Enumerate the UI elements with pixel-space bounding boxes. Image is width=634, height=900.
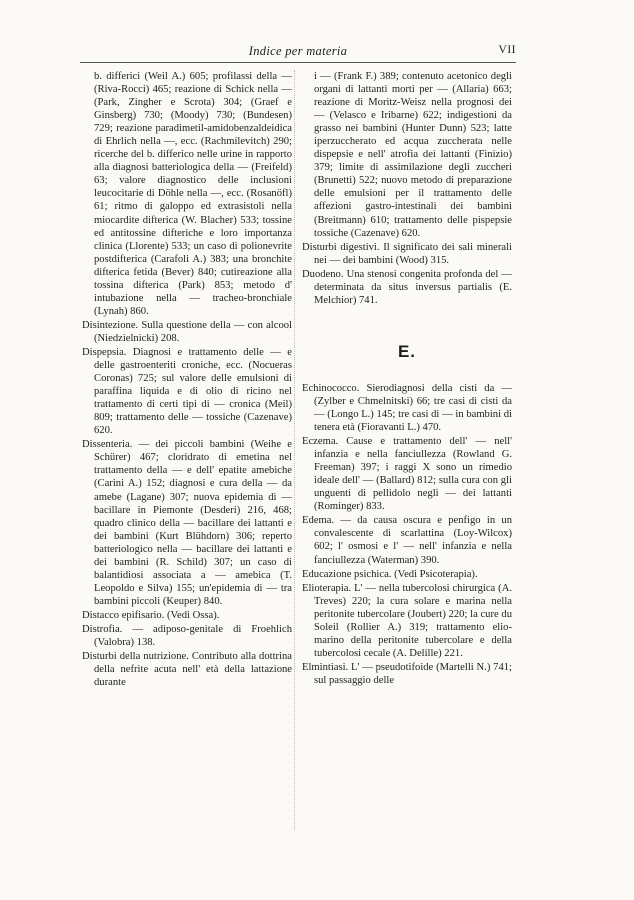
- index-entry: Disintezione. Sulla questione della — con alcool (Niedzielnicki) 208.: [82, 319, 292, 344]
- right-column-top: [302, 70, 512, 307]
- index-entry: Dispepsia. Diagnosi e trattamento delle — e delle gastroenteriti croniche, ecc. (Nocueras Coronas) 725; sul valore delle emulsioni di paraffina liquida e di olio di ricino nel trattamento di certi tipi di — cronica (Meil) 809; trattamento delle — tossiche (Cazenave) 620.: [82, 346, 292, 437]
- section-letter: E.: [397, 341, 417, 361]
- page-number: VII: [498, 44, 516, 56]
- index-entry: Edema. — da causa oscura e penfigo in un convalescente di scarlattina (Loy-Wilcox) 602; l' osmosi e l' — nell' infanzia e nella fanciullezza (Waterman) 390.: [302, 515, 512, 566]
- right-column-bottom: [302, 382, 512, 687]
- index-entry: Duodeno. Una stenosi congenita profonda del — determinata da situs inversus partialis (E. Melchior) 741.: [302, 268, 512, 306]
- left-column: [82, 70, 292, 690]
- index-entry: Elioterapia. L' — nella tubercolosi chirurgica (A. Treves) 220; la cura solare e marina nella peritonite tubercolare (Joubert) 220; la cure du Soleil (Rollier A.) 319; trattamento elio-marino della peritonite tubercolare e della tubercolosi cecale (A. Delille) 221.: [302, 582, 512, 659]
- index-entry: i — (Frank F.) 389; contenuto acetonico degli organi di lattanti morti per — (Allaria) 663; reazione di Moritz-Weisz nella prognosi dei — (Velasco e Iribarne) 622; indigestioni da grasso nei bambini (Hunter Dunn) 523; latte iperzuccherato ed acqua zuccherata nelle dispepsie e nell' atrofia dei lattanti (Finizio) 379; limite di assimilazione degli zuccheri (Brunetti) 522; nuovo metodo di preparazione delle emulsioni per il trattamento delle affezioni gastro-intestinali dei bambini (Breitmann) 610; trattamento delle pispepsie tossiche (Cazenave) 620.: [314, 71, 512, 239]
- running-header: [80, 44, 516, 64]
- right-column: [302, 70, 512, 688]
- header-rule: [80, 62, 516, 63]
- index-entry: Disturbi della nutrizione. Contributo alla dottrina della nefrite acuta nell' età della lattazione durante: [82, 651, 292, 689]
- index-entry: b. differici (Weil A.) 605; profilassi della — (Riva-Rocci) 465; reazione di Schick nella — (Park, Zingher e Scrota) 304; (Graef e Ginsberg) 730; (Moody) 730; (Bundesen) 729; reazione paradimetil-amidobenzaldeidica di Ehrlich nella —, ecc. (Rachmilevitch) 290; ricerche del b. differico nelle urine in rapporto alla diagnosi batteriologica della — (Freifeld) 63; valore diagnostico delle inclusioni leucocitarie di Döhle nella —, ecc. (Rosanöfl) 61; ritmo di galoppo ed extrasistoli nella miocardite difterica (W. Blacher) 533; tossine ed antitossine difteriche e loro importanza clinica (Llorente) 533; un caso di polionevrite postdifterica (Carafoli A.) 383; una bronchite difterica fetida (Bever) 840; cutireazione alla tossina difterica (Park) 853; metodo d' intubazione nella — tracheo-bronchiale (Lynah) 860.: [94, 71, 292, 317]
- index-entry: Dissenteria. — dei piccoli bambini (Weihe e Schürer) 467; cloridrato di emetina nel trattamento della — e dell' epatite amebiche (Carini A.) 152; diagnosi e cura della — da amebe (Lagane) 307; nuova epidemia di — bacillare in Piemonte (Desderi) 216, 468; quadro clinico della — bacillare dei lattanti e dei bambini (Kurt Blühdorn) 306; reperto batteriologico nella — bacillare dei lattanti e dei bambini (R. Schild) 307; un caso di balantidiosi associata a — amebica (T. Leopoldo e Silva) 155; un'epidemia di — tra bambini piccoli (Keuper) 840.: [82, 439, 292, 607]
- index-entry: Disturbi digestivi. Il significato dei sali minerali nei — dei bambini (Wood) 315.: [302, 241, 512, 266]
- index-entry: Educazione psichica. (Vedi Psicoterapia).: [302, 568, 478, 580]
- index-entry: Eczema. Cause e trattamento dell' — nell' infanzia e nella fanciullezza (Rowland G. Freeman) 397; i raggi X sono un rimedio ideale dell' — (Ballard) 812; sulla cura con gli unguenti di pellidolo negli — dei lattanti (Rominger) 833.: [302, 436, 512, 513]
- index-entry: Distacco epifisario. (Vedi Ossa).: [82, 609, 220, 621]
- index-entry: Elmintiasi. L' — pseudotifoide (Martelli N.) 741; sul passaggio delle: [302, 661, 512, 686]
- index-entry: Echinococco. Sierodiagnosi della cisti da — (Zylber e Chmelnitski) 66; tre casi di cisti da — (Longo L.) 145; tre casi di — in bambini di tenera età (Fioravanti L.) 470.: [302, 382, 512, 434]
- index-entry: Distrofia. — adiposo-genitale di Froehlich (Valobra) 138.: [82, 623, 292, 649]
- column-separator: [294, 70, 295, 830]
- header-title: Indice per materia: [248, 44, 348, 58]
